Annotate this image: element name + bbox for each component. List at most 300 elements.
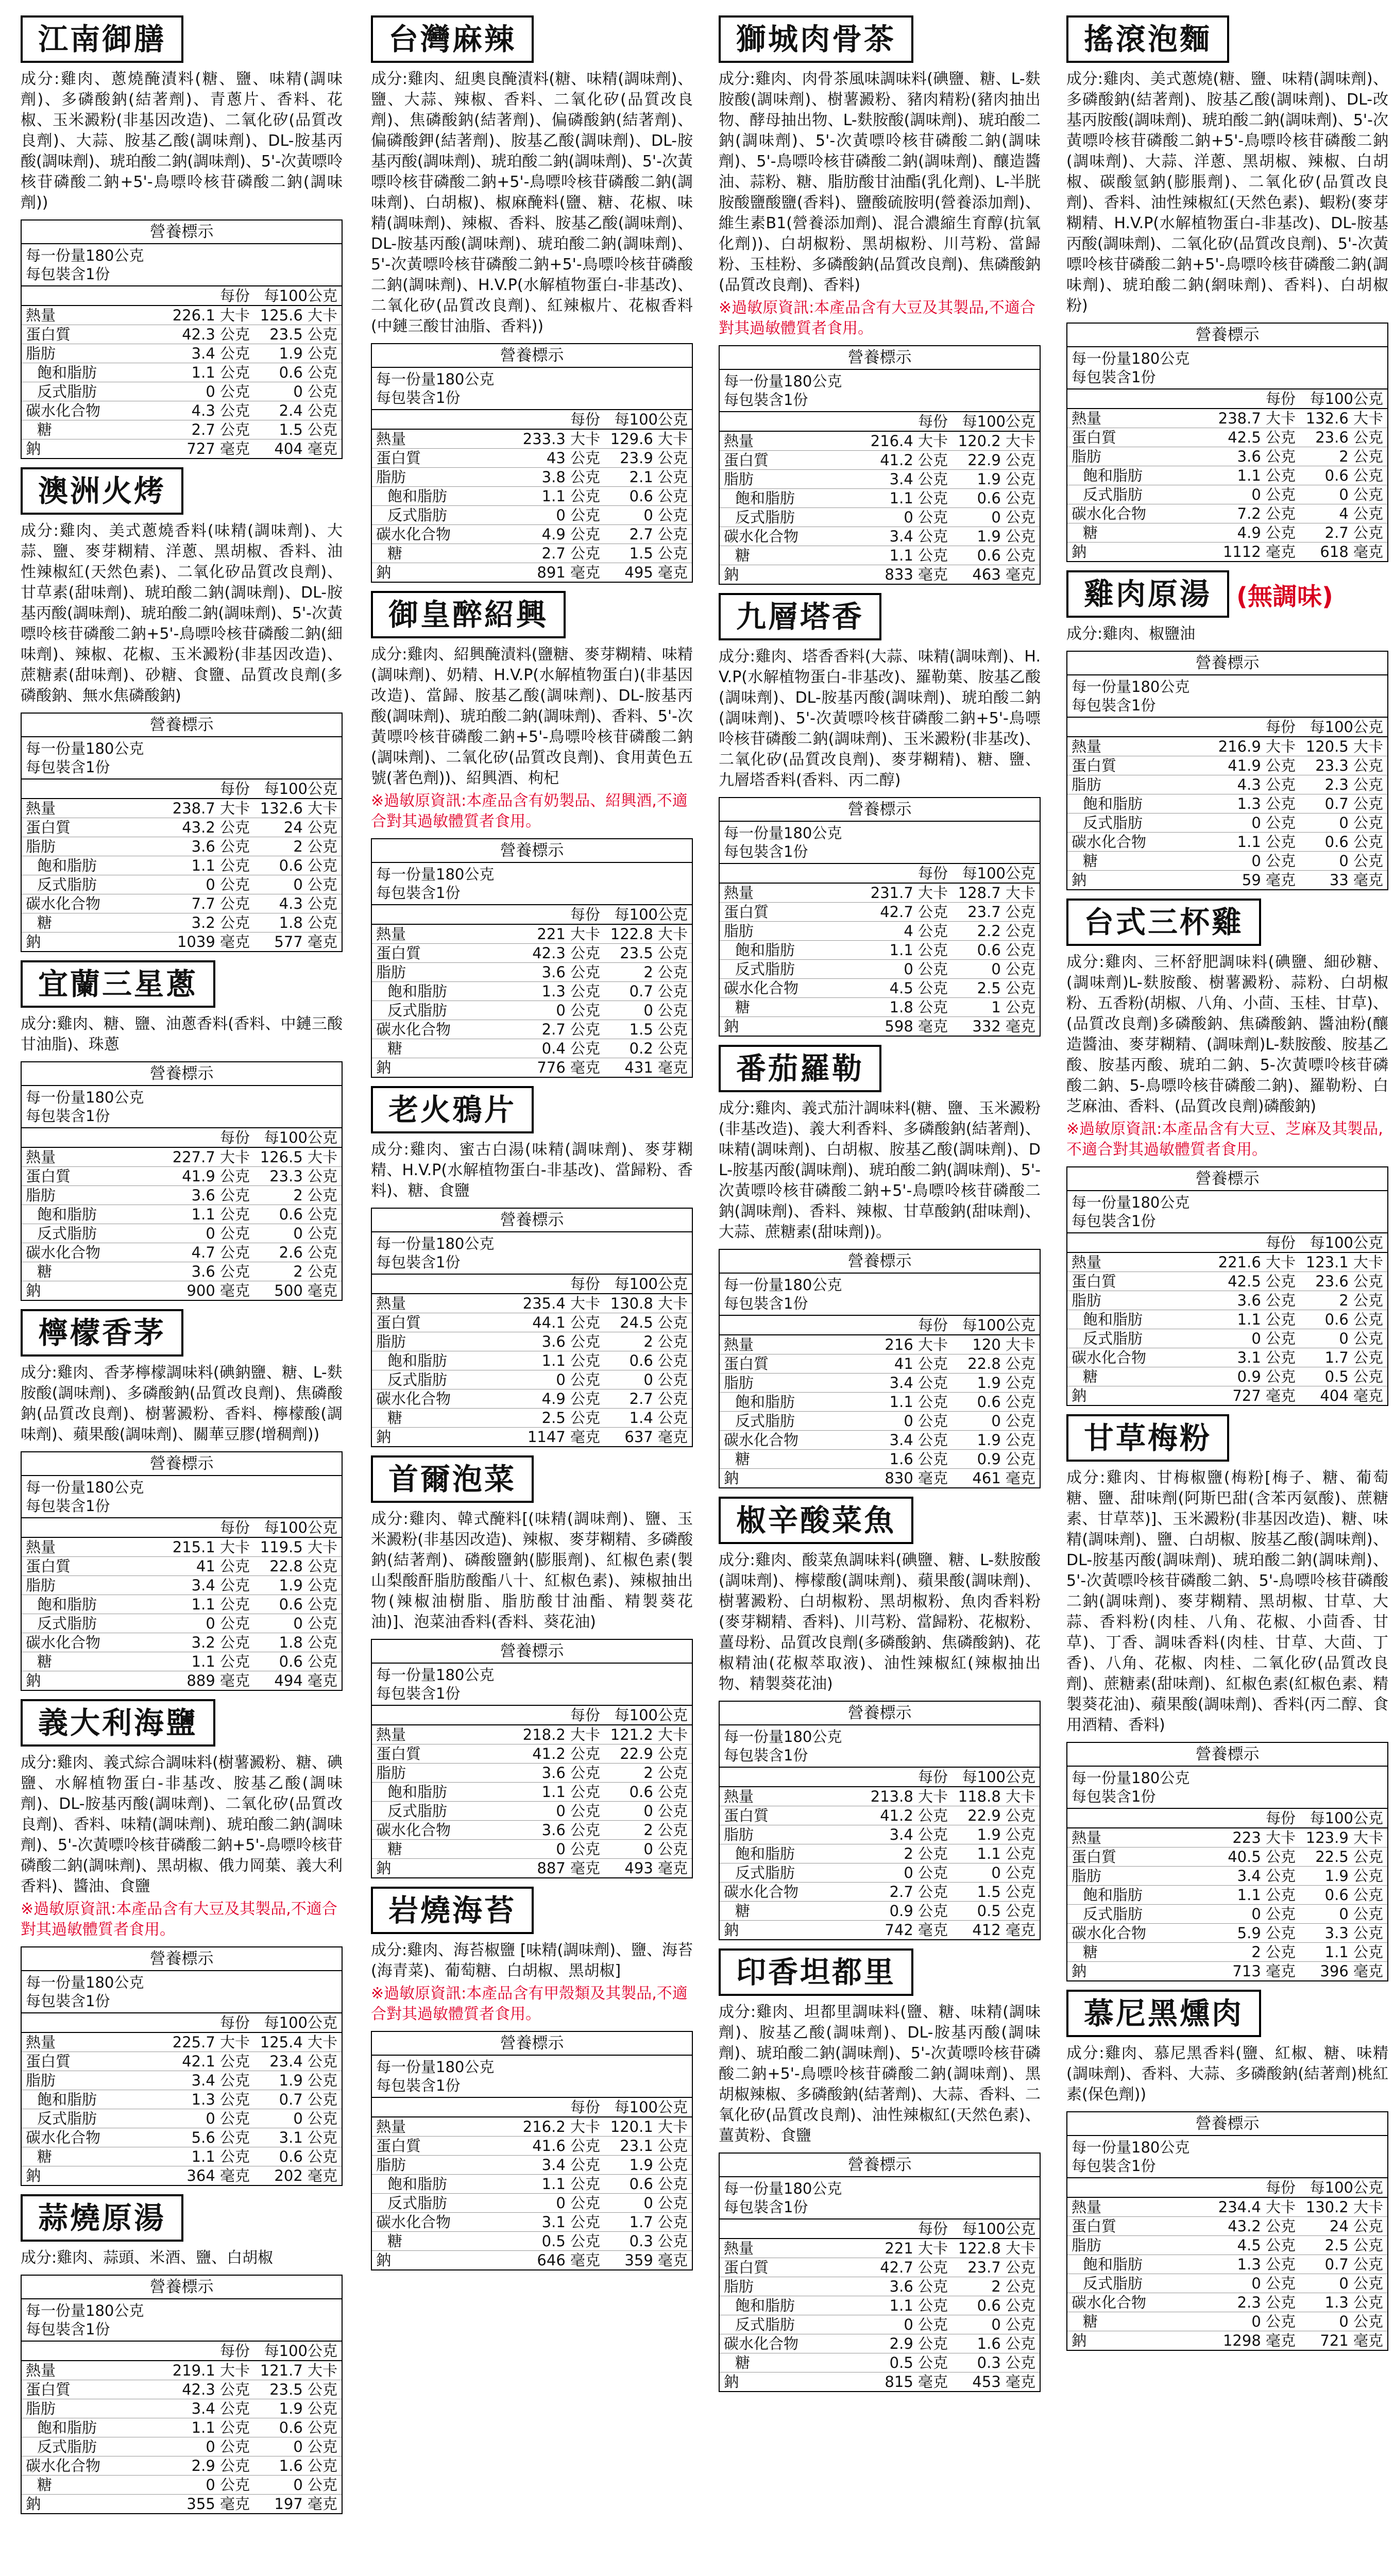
serving-size: 每一份量180公克 [26,1479,144,1496]
ingredients-text: 成分:雞肉、坦都里調味料(鹽、糖、味精(調味劑)、胺基乙酸(調味劑)、DL-胺基丙酸(調味劑)、琥珀酸二鈉(調味劑)、5'-次黃嘌呤核苷磷酸二鈉+5'-鳥嘌呤核苷磷酸二鈉(調味劑)、黑胡椒辣椒、多磷酸鈉(結著劑)、大蒜、香料、二氧化矽(品質改良劑)、油性辣椒紅(天然色素)、薑黃粉、食鹽 [719,2003,1041,2145]
serving-size: 每一份量180公克 [1072,350,1190,367]
nutrient-per-100g: 23.3 公克 [1300,756,1387,775]
nutrient-label: 鈉 [1072,871,1087,889]
nutrient-label: 糖 [22,913,161,933]
serving-size: 每一份量180公克 [376,1666,495,1684]
nutrient-label: 反式脂肪 [720,1863,859,1883]
nutrient-per-serving: 3.1 公克 [512,2213,604,2232]
nutrient-per-100g: 2 公克 [1300,447,1387,466]
nutrient-per-serving: 225.7 大卡 [161,2033,254,2052]
nutrient-per-serving: 742 毫克 [885,1921,948,1939]
nutrient-per-100g: 0.6 公克 [1300,466,1387,485]
nutrient-label: 蛋白質 [22,2380,161,2399]
nutrient-per-100g: 0.6 公克 [604,1351,692,1370]
nutrient-per-100g: 22.9 公克 [604,1744,692,1764]
nutrient-per-serving: 43.2 公克 [161,818,254,837]
header-per-100g: 每100公克 [604,1706,692,1725]
nutrient-per-100g: 0.6 公克 [254,2418,342,2437]
nutrient-per-serving: 0 公克 [161,2476,254,2495]
nutrient-per-serving: 221.6 大卡 [1207,1253,1300,1272]
nutrient-label: 反式脂肪 [372,1802,512,1821]
product-title-row [1066,1990,1388,2037]
serving-size: 每一份量180公克 [26,1089,144,1106]
nutrient-per-serving: 44.1 公克 [512,1313,604,1332]
nutrient-per-100g: 3.1 公克 [254,2128,342,2147]
nutrient-per-100g: 359 毫克 [624,2251,688,2269]
nutrient-per-serving: 1039 毫克 [177,933,250,951]
nutrient-per-serving: 59 毫克 [1242,871,1296,889]
nutrition-table [720,412,1040,584]
nutrient-label: 糖 [1067,1367,1207,1386]
nutrient-label: 蛋白質 [372,944,512,963]
product-title-row [1066,1414,1388,1462]
nutrient-label: 熱量 [22,799,161,818]
nutrient-per-serving: 3.6 公克 [512,1821,604,1840]
nutrient-per-100g: 1.9 公克 [952,527,1040,546]
header-blank [1067,389,1207,409]
nutrient-per-100g: 22.9 公克 [952,1806,1040,1825]
nutrient-per-serving: 43 公克 [512,449,604,468]
nutrient-per-serving: 3.4 公克 [859,1431,952,1450]
nutrient-per-100g: 0 公克 [1300,485,1387,504]
nutrient-per-serving: 0 公克 [1207,814,1300,833]
nutrient-label: 飽和脂肪 [22,856,161,875]
nutrient-per-serving: 3.4 公克 [859,1374,952,1393]
nutrient-per-100g: 0 公克 [1300,1329,1387,1348]
nutrient-label: 脂肪 [720,1825,859,1844]
product-title: 首爾泡菜 [371,1455,534,1503]
serving-info [1067,1767,1387,1809]
nutrient-label: 糖 [22,1652,161,1671]
serving-info [720,1725,1040,1768]
serving-info [22,737,342,779]
nutrient-per-serving: 0 公克 [161,2437,254,2456]
product-title-row [371,1887,693,1934]
nutrient-per-100g: 121.2 大卡 [604,1725,692,1744]
nutrient-label: 脂肪 [22,1576,161,1595]
header-blank [22,779,161,799]
nutrition-panel [21,1061,343,1301]
serving-info [1067,347,1387,389]
nutrition-panel [1066,1166,1388,1406]
nutrient-per-serving: 2.9 公克 [859,2334,952,2353]
nutrient-per-100g: 461 毫克 [972,1469,1035,1487]
nutrition-heading: 營養標示 [22,2276,342,2299]
nutrient-per-serving: 0 公克 [512,1802,604,1821]
nutrient-label: 脂肪 [22,837,161,856]
nutrient-label: 熱量 [1067,1828,1207,1848]
nutrient-per-100g: 120.2 大卡 [952,432,1040,451]
nutrient-per-100g: 23.7 公克 [952,2258,1040,2277]
nutrient-label: 鈉 [26,2167,41,2184]
nutrient-per-serving: 41 公克 [161,1557,254,1576]
header-blank [372,905,512,925]
nutrient-per-100g: 120.1 大卡 [604,2117,692,2137]
column-3 [719,15,1041,2400]
nutrient-per-serving: 0 公克 [161,875,254,894]
nutrient-per-100g: 0 公克 [1300,852,1387,871]
nutrition-table [1067,1809,1387,1980]
nutrient-per-serving: 1.1 公克 [161,2147,254,2166]
nutrient-per-100g: 0 公克 [604,1001,692,1020]
nutrition-heading: 營養標示 [372,2032,692,2056]
serving-size: 每一份量180公克 [724,2180,842,2197]
nutrient-per-100g: 0.3 公克 [952,2353,1040,2372]
servings-per-pack: 每包裝含1份 [376,1253,461,1271]
nutrient-per-100g: 0 公克 [1300,1905,1387,1924]
nutrient-per-100g: 130.2 大卡 [1300,2198,1387,2217]
nutrient-label: 飽和脂肪 [720,489,859,508]
nutrient-per-serving: 226.1 大卡 [161,306,254,325]
nutrient-per-100g: 0 公克 [604,2194,692,2213]
header-per-100g: 每100公克 [1300,718,1387,737]
nutrient-label: 反式脂肪 [720,2315,859,2334]
header-per-100g: 每100公克 [254,1518,342,1538]
nutrient-per-100g: 22.8 公克 [952,1354,1040,1374]
nutrient-per-100g: 132.6 大卡 [1300,409,1387,428]
nutrient-per-serving: 42.1 公克 [161,2052,254,2071]
nutrient-per-serving: 1.3 公克 [1207,2255,1300,2274]
product-title-row [21,15,343,63]
nutrient-label: 熱量 [720,884,859,903]
nutrient-per-serving: 231.7 大卡 [859,884,952,903]
product-title-row [1066,899,1388,946]
nutrition-panel [719,797,1041,1037]
nutrient-label: 糖 [1067,2312,1207,2331]
header-per-100g: 每100公克 [254,2342,342,2361]
nutrition-table [22,286,342,458]
nutrient-per-serving: 42.3 公克 [161,2380,254,2399]
nutrition-table [720,2219,1040,2391]
nutrient-label: 蛋白質 [1067,1848,1207,1867]
nutrient-per-100g: 0 公克 [1300,814,1387,833]
nutrient-per-100g: 0.6 公克 [1300,1886,1387,1905]
nutrient-per-100g: 128.7 大卡 [952,884,1040,903]
product-item [371,1887,693,2270]
nutrient-per-100g: 0 公克 [952,508,1040,527]
nutrient-label: 反式脂肪 [22,875,161,894]
nutrient-per-serving: 815 毫克 [885,2373,948,2391]
nutrient-per-serving: 3.6 公克 [1207,1291,1300,1310]
header-per-100g: 每100公克 [254,779,342,799]
nutrient-per-serving: 0 公克 [859,1412,952,1431]
nutrient-label: 鈉 [376,2251,392,2269]
nutrient-label: 碳水化合物 [720,2334,859,2353]
nutrient-per-serving: 2.5 公克 [512,1409,604,1428]
nutrient-label: 脂肪 [372,468,512,487]
nutrient-label: 糖 [22,2147,161,2166]
header-per-serving: 每份 [512,2098,604,2117]
serving-size: 每一份量180公克 [724,824,842,842]
nutrient-per-100g: 119.5 大卡 [254,1538,342,1557]
product-title: 檸檬香茅 [21,1309,183,1357]
nutrition-table [372,2098,692,2269]
nutrition-table [1067,1233,1387,1405]
serving-size: 每一份量180公克 [1072,2139,1190,2156]
nutrient-per-100g: 721 毫克 [1320,2332,1383,2349]
nutrient-label: 糖 [372,1409,512,1428]
nutrient-per-100g: 0 公克 [952,2315,1040,2334]
nutrient-per-serving: 1.1 公克 [161,1595,254,1614]
header-per-serving: 每份 [161,1518,254,1538]
nutrient-per-serving: 727 毫克 [1232,1387,1296,1404]
nutrition-table [22,2013,342,2185]
nutrient-per-serving: 727 毫克 [186,440,250,457]
nutrient-label: 熱量 [372,925,512,944]
serving-info [1067,2136,1387,2178]
nutrient-per-serving: 0 公克 [1207,485,1300,504]
product-item [21,2194,343,2514]
nutrient-per-serving: 1.1 公克 [1207,466,1300,485]
ingredients-text: 成分:雞肉、義式綜合調味料(樹薯澱粉、糖、碘鹽、水解植物蛋白-非基改、胺基乙酸(調味劑)、DL-胺基丙酸(調味劑)、二氧化矽(品質改良劑)、香料、味精(調味劑)、琥珀酸二鈉(調味劑)、5'-次黃嘌呤核苷磷酸二鈉+5'-鳥嘌呤核苷磷酸二鈉(調味劑)、黑胡椒、俄力岡葉、義大利香料)、醬油、食鹽 [21,1754,343,1895]
serving-size: 每一份量180公克 [724,1728,842,1745]
nutrition-table [372,1706,692,1877]
nutrient-per-serving: 1.1 公克 [161,1652,254,1671]
nutrient-label: 蛋白質 [720,451,859,470]
nutrient-label: 蛋白質 [372,2137,512,2156]
nutrient-per-100g: 120 大卡 [952,1335,1040,1354]
header-per-serving: 每份 [1207,718,1300,737]
nutrient-label: 蛋白質 [1067,756,1207,775]
nutrient-per-serving: 2 公克 [859,1844,952,1863]
nutrition-panel [719,1249,1041,1488]
header-per-100g: 每100公克 [952,2219,1040,2239]
nutrient-per-100g: 0.5 公克 [1300,1367,1387,1386]
nutrition-heading: 營養標示 [720,2154,1040,2177]
nutrient-per-serving: 41.2 公克 [859,1806,952,1825]
nutrient-per-100g: 0 公克 [952,1863,1040,1883]
product-title: 搖滾泡麵 [1066,15,1229,63]
product-title: 獅城肉骨茶 [719,15,913,63]
nutrition-heading: 營養標示 [22,714,342,737]
nutrient-label: 蛋白質 [720,2258,859,2277]
nutrient-label: 熱量 [22,2361,161,2380]
nutrient-label: 脂肪 [22,344,161,363]
product-title: 宜蘭三星蔥 [21,960,215,1008]
nutrient-label: 熱量 [22,2033,161,2052]
header-blank [372,1706,512,1725]
product-item [21,1309,343,1691]
header-per-100g: 每100公克 [604,905,692,925]
nutrient-label: 糖 [720,1902,859,1921]
nutrient-label: 糖 [720,2353,859,2372]
nutrient-label: 鈉 [376,1859,392,1877]
product-title: 岩燒海苔 [371,1887,534,1934]
nutrient-per-serving: 3.4 公克 [161,2399,254,2418]
nutrient-per-100g: 0.2 公克 [604,1039,692,1058]
product-item [1066,1990,1388,2351]
nutrient-per-100g: 22.5 公克 [1300,1848,1387,1867]
header-blank [1067,2178,1207,2198]
nutrient-per-100g: 1.1 公克 [1300,1943,1387,1962]
header-per-serving: 每份 [161,1128,254,1148]
nutrient-label: 蛋白質 [720,1354,859,1374]
nutrient-per-serving: 0.5 公克 [859,2353,952,2372]
nutrient-label: 飽和脂肪 [1067,794,1207,814]
serving-size: 每一份量180公克 [26,2302,144,2319]
nutrition-heading: 營養標示 [22,221,342,244]
nutrient-label: 脂肪 [1067,2236,1207,2255]
header-per-serving: 每份 [1207,1809,1300,1828]
header-blank [1067,1233,1207,1253]
header-per-100g: 每100公克 [952,1768,1040,1787]
serving-size: 每一份量180公克 [26,740,144,757]
product-item [1066,899,1388,1406]
nutrient-per-serving: 0 公克 [1207,1329,1300,1348]
nutrient-per-100g: 0.6 公克 [254,363,342,382]
nutrient-per-serving: 227.7 大卡 [161,1148,254,1167]
nutrient-per-100g: 202 毫克 [274,2167,337,2184]
nutrient-label: 碳水化合物 [720,979,859,998]
nutrient-per-serving: 0 公克 [1207,2312,1300,2331]
serving-info [720,2177,1040,2219]
nutrient-label: 脂肪 [1067,1867,1207,1886]
product-title: 椒辛酸菜魚 [719,1497,913,1544]
header-per-100g: 每100公克 [1300,1233,1387,1253]
product-title: 台式三杯雞 [1066,899,1261,946]
nutrient-label: 熱量 [1067,2198,1207,2217]
nutrient-label: 脂肪 [372,1764,512,1783]
column-1 [21,15,343,2522]
servings-per-pack: 每包裝含1份 [376,884,461,902]
nutrition-heading: 營養標示 [720,1702,1040,1725]
nutrient-per-100g: 500 毫克 [274,1282,337,1299]
nutrient-label: 蛋白質 [1067,428,1207,447]
nutrient-per-100g: 494 毫克 [274,1672,337,1689]
nutrition-heading: 營養標示 [1067,2112,1387,2136]
nutrient-per-100g: 404 毫克 [274,440,337,457]
product-title-row [719,1497,1041,1544]
nutrient-label: 熱量 [1067,1253,1207,1272]
nutrition-table [372,1275,692,1446]
allergen-warning: ※過敏原資訊:本產品含有奶製品、紹興酒,不適合對其過敏體質者食用。 [371,792,688,831]
nutrient-label: 反式脂肪 [22,1614,161,1633]
product-title: 澳洲火烤 [21,467,183,515]
nutrient-per-100g: 0 公克 [254,2437,342,2456]
nutrient-per-serving: 223 大卡 [1207,1828,1300,1848]
nutrition-heading: 營養標示 [372,1209,692,1232]
servings-per-pack: 每包裝含1份 [26,2320,110,2338]
product-item [371,591,693,1078]
nutrient-per-serving: 3.6 公克 [512,1764,604,1783]
nutrient-per-100g: 577 毫克 [274,933,337,951]
header-per-serving: 每份 [161,2342,254,2361]
product-item [21,467,343,952]
nutrient-label: 糖 [372,544,512,563]
nutrient-per-serving: 1.1 公克 [161,363,254,382]
nutrient-per-100g: 1.9 公克 [952,470,1040,489]
nutrient-per-100g: 1.9 公克 [254,2399,342,2418]
nutrient-per-serving: 3.4 公克 [161,2071,254,2090]
nutrition-heading: 營養標示 [720,346,1040,370]
nutrient-per-serving: 3.2 公克 [161,913,254,933]
nutrient-label: 碳水化合物 [22,2128,161,2147]
nutrient-per-100g: 123.1 大卡 [1300,1253,1387,1272]
nutrient-per-100g: 2.2 公克 [952,922,1040,941]
nutrient-label: 糖 [372,2232,512,2251]
nutrition-table [22,779,342,951]
nutrient-per-serving: 7.2 公克 [1207,504,1300,523]
nutrient-per-100g: 1.5 公克 [254,420,342,439]
nutrient-label: 蛋白質 [372,1313,512,1332]
nutrient-label: 碳水化合物 [1067,504,1207,523]
ingredients-text: 成分:雞肉、塔香香料(大蒜、味精(調味劑)、H.V.P(水解植物蛋白-非基改)、羅勒葉、胺基乙酸(調味劑)、DL-胺基丙酸(調味劑)、琥珀酸二鈉(調味劑)、5'-次黃嘌呤核苷磷酸二鈉+5'-鳥嘌呤核苷磷酸二鈉(調味劑)、玉米澱粉(非基改)、二氧化矽(品質改良劑)、麥芽糊精)、糖、鹽、九層塔香料(香料、丙二醇) [719,648,1041,789]
nutrient-per-100g: 404 毫克 [1320,1387,1383,1404]
product-item [719,1948,1041,2392]
serving-info [372,1664,692,1706]
nutrient-per-serving: 234.4 大卡 [1207,2198,1300,2217]
product-title: 雞肉原湯 [1066,570,1229,618]
nutrition-heading: 營養標示 [22,1947,342,1971]
servings-per-pack: 每包裝含1份 [724,843,808,860]
nutrient-per-serving: 4.5 公克 [1207,2236,1300,2255]
nutrient-per-100g: 22.8 公克 [254,1557,342,1576]
nutrient-per-100g: 23.4 公克 [254,2052,342,2071]
nutrient-label: 熱量 [720,2239,859,2258]
nutrient-label: 反式脂肪 [720,960,859,979]
nutrient-per-100g: 0 公克 [952,960,1040,979]
header-blank [720,1316,859,1335]
ingredients-text: 成分:雞肉、三杯舒肥調味料(碘鹽、細砂糖、(調味劑)L-麩胺酸、樹薯澱粉、蒜粉、白胡椒粉、五香粉(胡椒、八角、小茴、玉桂、甘草)、(品質改良劑)多磷酸鈉、焦磷酸鈉、醬油粉(釀造醬油、麥芽糊精、(調味劑)L-麩胺酸、胺基乙酸、胺基丙酸、琥珀二鈉、5-次黃嘌呤核苷磷酸二鈉、5-鳥嘌呤核苷磷酸二鈉)、羅勒粉、白芝麻油、香料、(品質改良劑)磷酸鈉) [1066,953,1388,1115]
nutrient-per-100g: 1.5 公克 [604,1020,692,1039]
nutrient-per-100g: 1 公克 [952,998,1040,1017]
nutrient-label: 脂肪 [372,963,512,982]
nutrient-label: 糖 [372,1840,512,1859]
nutrition-heading: 營養標示 [1067,652,1387,675]
nutrient-per-serving: 0.9 公克 [1207,1367,1300,1386]
product-item [1066,1414,1388,1981]
header-blank [1067,1809,1207,1828]
product-item [21,1699,343,2186]
nutrient-per-serving: 41.9 公克 [161,1167,254,1186]
nutrient-per-serving: 42.5 公克 [1207,428,1300,447]
serving-size: 每一份量180公克 [1072,1769,1190,1787]
nutrient-per-serving: 1.1 公克 [161,856,254,875]
nutrient-label: 糖 [720,546,859,565]
nutrient-per-serving: 3.6 公克 [512,1332,604,1351]
nutrient-per-serving: 3.4 公克 [161,1576,254,1595]
nutrient-per-100g: 0 公克 [1300,2274,1387,2293]
nutrient-per-100g: 1.9 公克 [952,1374,1040,1393]
nutrient-label: 碳水化合物 [720,1431,859,1450]
nutrient-per-serving: 1.1 公克 [161,1205,254,1224]
nutrient-per-serving: 3.2 公克 [161,1633,254,1652]
nutrition-heading: 營養標示 [1067,324,1387,347]
product-title-row [21,1699,343,1747]
serving-size: 每一份量180公克 [1072,678,1190,696]
nutrient-label: 鈉 [724,566,739,583]
nutrient-per-100g: 1.5 公克 [952,1883,1040,1902]
nutrient-label: 碳水化合物 [372,2213,512,2232]
nutrient-per-serving: 1.1 公克 [512,1351,604,1370]
nutrient-label: 脂肪 [372,1332,512,1351]
nutrition-heading: 營養標示 [22,1452,342,1476]
ingredients-text: 成分:雞肉、椒鹽油 [1066,625,1196,643]
nutrient-per-100g: 22.9 公克 [952,451,1040,470]
nutrient-label: 鈉 [1072,1962,1087,1980]
nutrient-per-serving: 233.3 大卡 [512,430,604,449]
nutrient-per-100g: 453 毫克 [972,2373,1035,2391]
nutrition-table [372,410,692,582]
nutrient-per-serving: 41.6 公克 [512,2137,604,2156]
product-title: 番茄羅勒 [719,1045,881,1092]
nutrient-label: 飽和脂肪 [1067,2255,1207,2274]
servings-per-pack: 每包裝含1份 [376,389,461,406]
nutrient-label: 熱量 [22,1148,161,1167]
nutrient-label: 脂肪 [720,2277,859,2296]
nutrient-per-100g: 132.6 大卡 [254,799,342,818]
nutrient-per-100g: 463 毫克 [972,566,1035,583]
